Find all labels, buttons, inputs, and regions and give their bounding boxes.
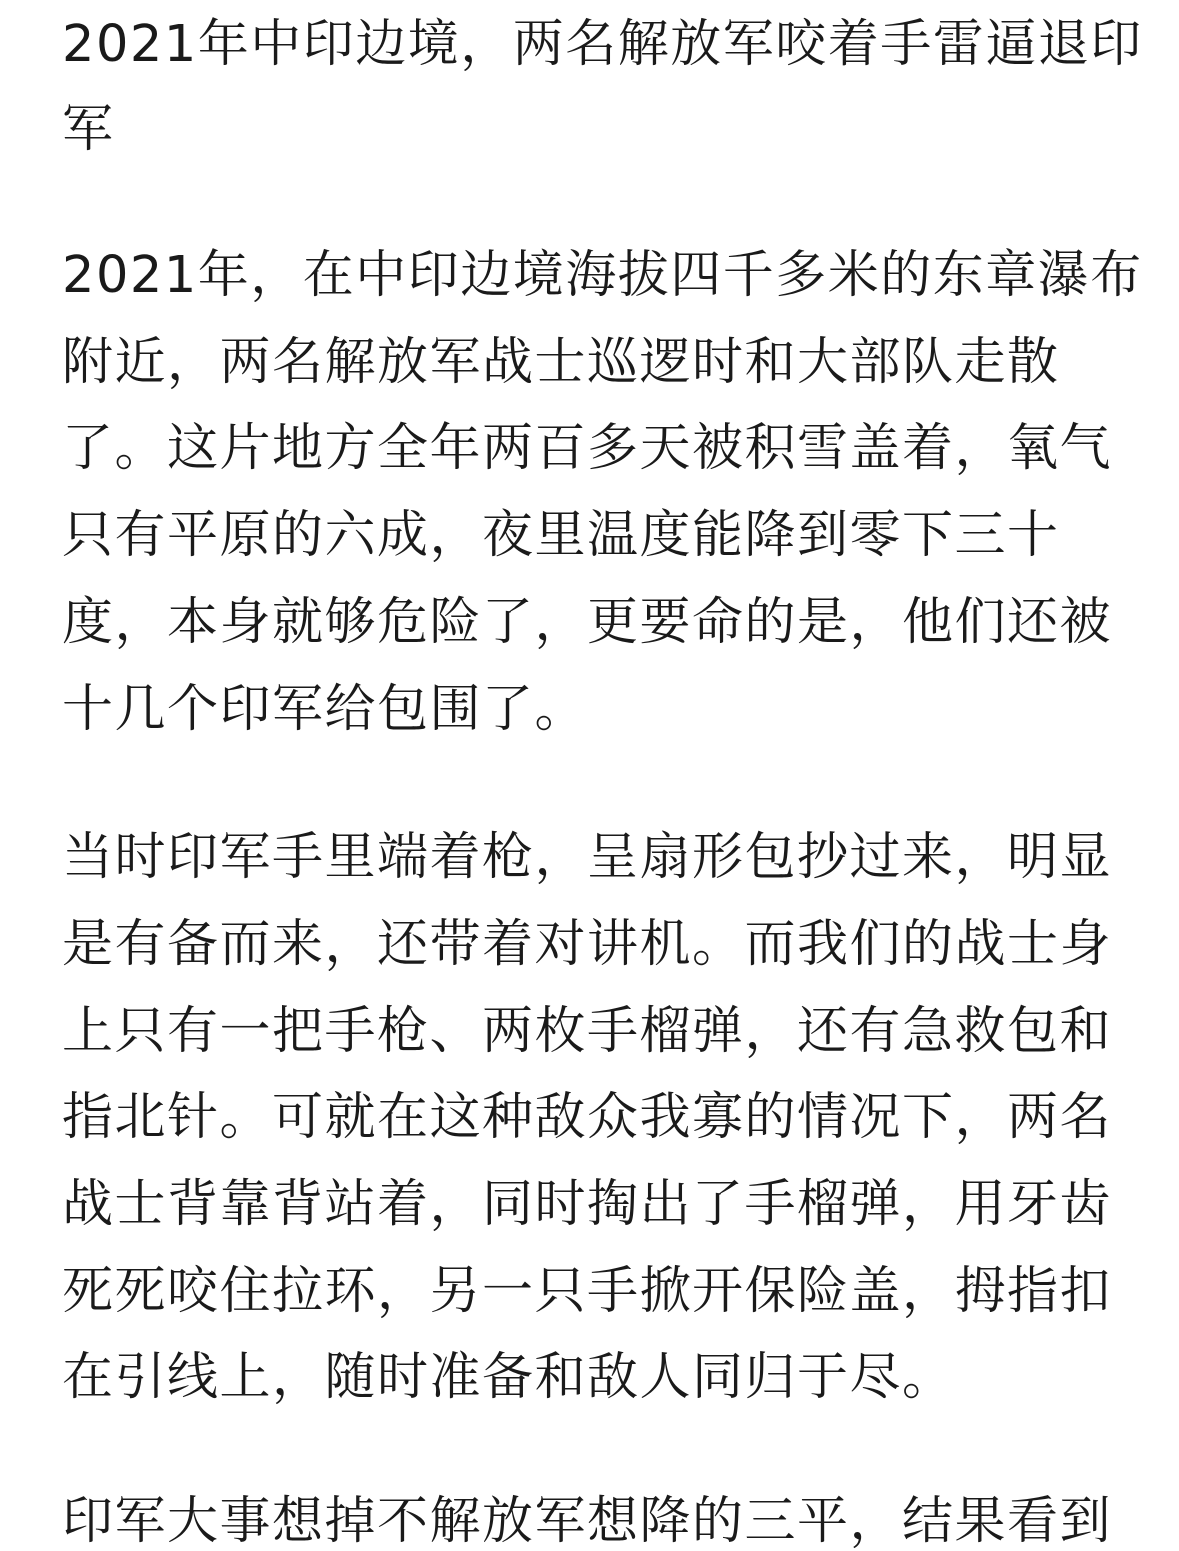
- title-line: 军: [62, 100, 115, 159]
- text-line: 只有平原的六成，夜里温度能降到零下三十: [62, 506, 1060, 565]
- text-line: 上只有一把手枪、两枚手榴弹，还有急救包和: [62, 1002, 1113, 1061]
- text-line: 战士背靠背站着，同时掏出了手榴弹，用牙齿: [62, 1175, 1113, 1234]
- text-line: 2021年，在中印边境海拔四千多米的东章瀑布: [62, 246, 1143, 305]
- text-line: 附近，两名解放军战士巡逻时和大部队走散: [62, 333, 1060, 392]
- text-line: 十几个印军给包围了。: [62, 680, 588, 739]
- text-line: 印军大事想掉不解放军想降的三平，结果看到: [62, 1492, 1113, 1551]
- text-line: 指北针。可就在这种敌众我寡的情况下，两名: [62, 1088, 1113, 1147]
- text-line: 当时印军手里端着枪，呈扇形包抄过来，明显: [62, 828, 1113, 887]
- text-line: 死死咬住拉环，另一只手掀开保险盖，拇指扣: [62, 1262, 1113, 1321]
- text-line: 在引线上，随时准备和敌人同归于尽。: [62, 1348, 955, 1407]
- text-line: 是有备而来，还带着对讲机。而我们的战士身: [62, 915, 1113, 974]
- title-line: 2021年中印边境，两名解放军咬着手雷逼退印: [62, 15, 1143, 74]
- text-line: 了。这片地方全年两百多天被积雪盖着，氧气: [62, 419, 1113, 478]
- text-line: 度，本身就够危险了，更要命的是，他们还被: [62, 593, 1113, 652]
